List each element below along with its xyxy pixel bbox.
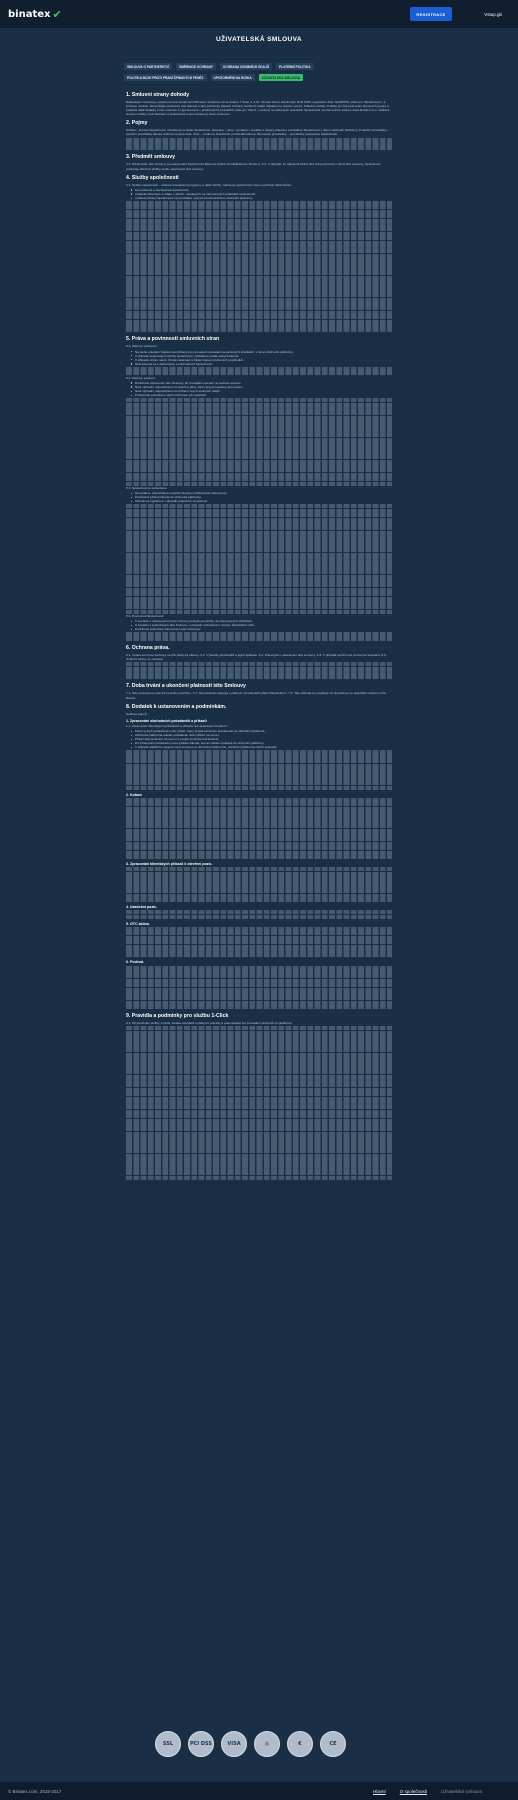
- section-8-sub-3: 3. Zpracování klientských příkazů k otevření pozic.: [126, 862, 213, 867]
- list-item: získávat informace a údaje o akcích, uvedených na internetových stránkách společnosti;: [132, 192, 392, 196]
- security-badges: [155, 1731, 346, 1757]
- list-item: Nést výhradní odpovědnost za všechny akce, které jsou provedeny jeho účtem.: [132, 385, 392, 389]
- section-8-sub-4: 4. Uzavírání pozic.: [126, 905, 158, 910]
- tab-user-agreement[interactable]: UŽIVATELSKÁ SMLOUVA: [259, 74, 303, 81]
- agreement-content: [126, 88, 392, 1703]
- login-button[interactable]: Vstup.git: [484, 11, 502, 17]
- list-item: V případě neprovedení služby společností, vyžádanou podle pokynů klienta.: [132, 354, 392, 358]
- footer-link-user-agreement[interactable]: Uživatelská smlouva: [441, 1788, 483, 1794]
- section-1-text: Následující smlouva je uzavřena mezi společností Bimatex Solutions LP se sídlem 7 Suite 2, 3 St. Vincent street, Edinburgh, EH3 6SW, registrační číslo SL026700, (dále jen "Společnost"), a fyzickou osobou, která přijala podmínky této dohody a tato podmínky Zásady ochrany osobních údajů, Zásady pro vracení peněz, Platební politiky. Politiky pro boj proti praní špinavých peněz a podléhá další dodatky k této smlouvě a vyjmenované v příslušných formulářích, dále jen "klient", uvedený na webových stránkách Společnosti na internetové stránce www.binatex.com. Veškeré smluvní vztahy mezi klientem a společností a jsou upraveny touto smlouvou.: [126, 100, 390, 117]
- list-item: Dodržovat ustanovení této Smlouvy při provádění operací na webové stránce.: [132, 381, 392, 385]
- section-9-title: 9. Pravidla a podmínky pro službu 1-Click: [126, 1013, 229, 1020]
- logo[interactable]: [8, 8, 62, 21]
- tab-risk-warning[interactable]: UPOZORNĚNÍ NA RIZIKA: [211, 74, 255, 81]
- list-item: vydávat příkazy Společnosti na provádění operací prostřednictvím obchodní platformy.: [132, 196, 392, 200]
- section-7-title: 7. Doba trvání a ukončení platnosti této Smlouvy: [126, 683, 246, 690]
- tab-privacy[interactable]: OCHRANA OSOBNÍCH ÚDAJŮ: [220, 63, 272, 70]
- list-item: V souladu s ustanoveními této smlouvy poskytnout služby na internetových stránkách.: [132, 619, 392, 623]
- footer-link-home[interactable]: Hlavní: [373, 1788, 386, 1794]
- section-5-sub-1: 5.1. Klient je oprávněn:: [126, 344, 158, 349]
- list-item: Příkaz klienta dorazí na server a projde kontrolou korektnosti.: [132, 737, 392, 741]
- list-item: komunikovat a obchodovat společnosti;: [132, 188, 392, 192]
- list-item: Nést výhradní odpovědnost za ochranu svých osobních údajů.: [132, 389, 392, 393]
- section-4-list: [132, 188, 392, 200]
- tab-guidelines[interactable]: SMĚRNICE OCHRANY: [176, 63, 216, 70]
- footer-link-about[interactable]: O společnosti: [399, 1788, 428, 1794]
- list-item: Dodržovat podmínky stanovené touto smlouvou.: [132, 627, 392, 631]
- euro-badge-icon: €: [287, 1731, 313, 1757]
- section-8-sub-1: 1. Zpracování obchodních požadavků a příkazů: [126, 718, 207, 723]
- section-6-title: 6. Ochrana práva.: [126, 644, 170, 651]
- footer: [0, 1782, 518, 1800]
- tab-partnership[interactable]: SMLOUVA O PARTNERSTVÍ: [124, 63, 172, 70]
- section-8-list-1: [132, 729, 392, 749]
- section-2-text: Služba – činnost Společnosti, označená na webu Společnosti. Operace – akce, vyvolané v souladu s pokyny klienta a prováděné Společností v rámci obchodní platformy. Finanční prostředky – peněžní prostředky klienta vložené na jeho účet. Účet – evidence finančních prostředků klienta. Bonusové prostředky – prostředky poskytnuté Společností.: [126, 128, 389, 137]
- tab-row-1: [124, 63, 394, 70]
- register-button[interactable]: REGISTRACE: [410, 7, 452, 21]
- list-item: Obchodní platforma odešle požadavek nebo příkaz na server.: [132, 733, 392, 737]
- section-3-text: 3.1. Předmětem této smlouvy je poskytování Společností klientovi služeb na základě této Smlouvy. 3.2. V případě, že zákazník řádně plní své povinnosti v rámci této smlouvy, Společnost poskytuje klientovi služby podle ustanovení této smlouvy.: [126, 162, 381, 171]
- section-6-text: 6.1. Ustanovení této Smlouvy se řídí platnými zákony. 6.2. Výsledky prostředků a jejich aplikace. 6.3. Pokud jde o ustanovení této smlouvy. 6.4. V případě sporů mezi smluvními stranami. 6.5. Smluvní strany se zavazují.: [126, 652, 387, 662]
- tab-payment-policy[interactable]: PLATEBNÍ POLITIKA: [276, 63, 313, 70]
- section-5-list-4: [132, 619, 392, 631]
- section-4-title: 4. Služby společnosti: [126, 174, 179, 181]
- page-title: UŽIVATELSKÁ SMLOUVA: [216, 36, 302, 43]
- section-3-title: 3. Předmět smlouvy: [126, 154, 176, 161]
- section-8-sub-5: 5. OTC aktiva.: [126, 921, 150, 926]
- visa-badge-icon: VISA: [221, 1731, 247, 1757]
- section-8-sub-2: 2. Kotace: [126, 792, 142, 797]
- list-item: Nevyplácet, pokud klient nepodal všechny požadované dokumenty.: [132, 491, 392, 495]
- section-5-list-2: [132, 381, 392, 397]
- ce-badge-icon: CE: [320, 1731, 346, 1757]
- section-9-text: 9.1. Při používání služby 1-Click, budete souhlasit s platnými pravidly a podmínkami pro provádění obchodů na platformě.: [126, 1021, 293, 1026]
- list-item: Na webu odeslání Společnosti příkazy pro provedení transakcí na webových stránkách, v rámci obchodní platformy.: [132, 350, 392, 354]
- logo-check-icon: ✔: [52, 7, 62, 21]
- list-item: V případě vzniku nárok. Podat reklamaci a žádat vrácení uložených prostředků.: [132, 358, 392, 362]
- section-5-list-3: [132, 491, 392, 503]
- list-item: Seznamovat se s dokumenty a informacemi Společnosti.: [132, 362, 392, 366]
- section-8-sub-6: 6. Podvod.: [126, 960, 145, 965]
- section-5-sub-2: 5.2. Klient je povinen:: [126, 375, 156, 380]
- section-5-title: 5. Práva a povinnosti smluvních stran: [126, 336, 220, 343]
- globe-badge-icon: ◎: [254, 1731, 280, 1757]
- section-5-list-1: [132, 350, 392, 366]
- list-item: Po zpracování požadavku nebo příkazu klienta, server odešle výsledek do obchodní platformy.: [132, 741, 392, 745]
- section-2-title: 2. Pojmy: [126, 120, 148, 127]
- section-8-title: 8. Dodatek k ustanovením a podmínkám.: [126, 703, 227, 710]
- document-tabs: [124, 63, 394, 85]
- tab-row-2: [124, 74, 394, 81]
- copyright: © Binatex.com, 2015-2017: [8, 1788, 62, 1794]
- list-item: Odmítnout vyplacení v případě podezření na podvod.: [132, 499, 392, 503]
- list-item: V případě stabilního spojení mezi serverem a obchodní platformou, obchodní platforma obdrží výsledek.: [132, 745, 392, 749]
- section-4-text: 4.1. Služby společnosti – webové interaktivní programy a další služby, nabízené společností, které umožňují zákazníkům:: [126, 182, 293, 187]
- section-8-intro: Definice pojmů:: [126, 711, 148, 716]
- footer-links: [373, 1789, 482, 1794]
- list-item: Klient vytvoří požadavek nebo příkaz, který projde kontrolou korektnosti na obchodní platformě.: [132, 729, 392, 733]
- list-item: V souladu s podmínkami této Smlouvy, v případě rozhodnutí o zrušení klientského účtu.: [132, 623, 392, 627]
- section-5-sub-4: 5.4. Povinnosti Společnosti:: [126, 614, 165, 619]
- tab-aml-policy[interactable]: POLITIKA BOJE PROTI PRANÍ ŠPINAVÝCH PENĚZ: [124, 74, 207, 81]
- header: [0, 0, 518, 28]
- ssl-badge-icon: SSL: [155, 1731, 181, 1757]
- section-1-title: 1. Smluvní strany dohody: [126, 92, 190, 98]
- section-7-text: 7.1. Tato smlouva se uzavírá na dobu neurčitou. 7.2. Tato dohoda vstupuje v platnost od okamžiku přijetí Zákazníkem. 7.3. Tato dohoda se považuje za ukončenou ve okamžiku uzavření účtu klienta.: [126, 691, 387, 700]
- section-8-text-1: 1.1. Zpracování klientských požadavků a příkazů má následující strukturu:: [126, 723, 228, 728]
- list-item: Pozastavit přístup klienta do obchodní platformy.: [132, 495, 392, 499]
- section-5-sub-3: 5.3. Společnost je oprávněna:: [126, 485, 167, 490]
- pci-dss-badge-icon: PCI DSS: [188, 1731, 214, 1757]
- logo-text: binatex: [8, 8, 51, 20]
- list-item: Poskytovat pravdivé a úplné informace při registraci.: [132, 393, 392, 397]
